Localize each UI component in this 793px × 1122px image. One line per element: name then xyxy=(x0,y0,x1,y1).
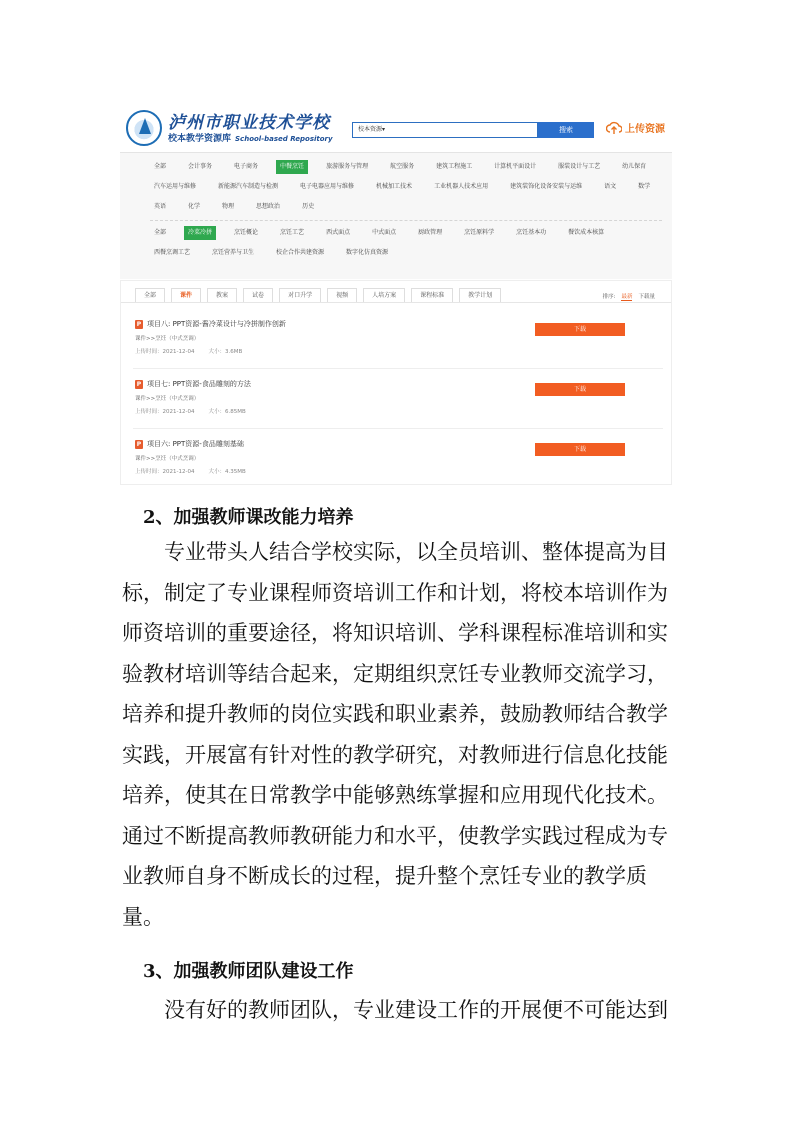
category-item[interactable]: 建筑装饰化设备安装与运维 xyxy=(510,183,583,190)
section-paragraph-3 xyxy=(122,990,678,1031)
resource-title[interactable] xyxy=(135,379,251,389)
category-item[interactable]: 中餐烹饪 xyxy=(276,160,308,174)
major-category-list xyxy=(150,159,662,219)
download-button[interactable]: 下载 xyxy=(535,383,625,396)
resource-type-tabs xyxy=(121,281,671,303)
paragraph-line: 量。 xyxy=(122,904,164,929)
upload-date: 上传时间：2021-12-04 xyxy=(135,469,195,475)
category-item[interactable]: 航空服务 xyxy=(390,163,415,170)
list-item xyxy=(133,373,663,429)
category-item[interactable]: 烹饪概论 xyxy=(234,229,259,236)
download-button[interactable]: 下载 xyxy=(535,323,625,336)
tab-item[interactable]: 对口升学 xyxy=(279,288,321,302)
category-item[interactable]: 餐饮成本核算 xyxy=(568,229,605,236)
school-subtitle-en: School-based Repository xyxy=(235,135,333,143)
category-item[interactable]: 数字化仿真资源 xyxy=(346,249,389,256)
tab-item[interactable]: 课程标准 xyxy=(411,288,453,302)
paragraph-line: 培养和提升教师的岗位实践和职业素养，鼓励教师结合教学 xyxy=(122,702,668,726)
category-item[interactable]: 校企合作共建资源 xyxy=(276,249,325,256)
paragraph-line: 业教师自身不断成长的过程，提升整个烹饪专业的教学质 xyxy=(122,864,647,888)
file-size: 大小：4.35MB xyxy=(208,469,246,475)
list-item xyxy=(133,433,663,485)
category-item[interactable]: 电子商务 xyxy=(234,163,259,170)
sort-option-latest[interactable]: 最新 xyxy=(621,294,633,300)
category-item[interactable]: 英语 xyxy=(154,203,167,210)
section-heading-3: 3、加强教师团队建设工作 xyxy=(143,961,354,982)
file-size: 大小：3.6MB xyxy=(208,349,243,355)
category-filter-panel xyxy=(120,152,672,279)
school-name: 泸州市职业技术学校 xyxy=(168,113,330,133)
category-item[interactable]: 工业机器人技术应用 xyxy=(434,183,489,190)
category-item[interactable]: 全部 xyxy=(154,229,167,236)
resource-title[interactable] xyxy=(135,319,286,329)
category-item[interactable]: 语文 xyxy=(604,183,617,190)
chevron-down-icon: ▾ xyxy=(382,126,386,133)
sort-label: 排序: xyxy=(602,294,616,300)
tab-item[interactable]: 试卷 xyxy=(243,288,273,302)
category-item[interactable]: 思想政治 xyxy=(256,203,281,210)
divider xyxy=(150,220,662,221)
category-item[interactable]: 中式面点 xyxy=(372,229,397,236)
upload-date: 上传时间：2021-12-04 xyxy=(135,409,195,415)
download-button[interactable]: 下载 xyxy=(535,443,625,456)
list-item xyxy=(133,313,663,369)
ppt-file-icon: P xyxy=(136,320,142,328)
category-item[interactable]: 烹饪营养与卫生 xyxy=(212,249,255,256)
section-heading-2: 2、加强教师课改能力培养 xyxy=(143,507,354,528)
category-item[interactable]: 汽车运用与维修 xyxy=(154,183,197,190)
upload-label: 上传资源 xyxy=(625,124,665,135)
paragraph-line: 验教材培训等结合起来，定期组织烹饪专业教师交流学习， xyxy=(122,661,668,686)
tab-item[interactable]: 教案 xyxy=(207,288,237,302)
resource-category: 课件>>烹饪（中式烹调） xyxy=(135,456,200,462)
tab-item[interactable]: 视频 xyxy=(327,288,357,302)
resource-meta xyxy=(135,347,242,355)
category-item[interactable]: 机械加工技术 xyxy=(376,183,413,190)
category-item[interactable]: 物理 xyxy=(222,203,235,210)
category-item[interactable]: 建筑工程施工 xyxy=(436,163,473,170)
course-category-list xyxy=(150,225,662,265)
category-item[interactable]: 会计事务 xyxy=(188,163,213,170)
section-paragraph-2 xyxy=(122,532,678,937)
category-item[interactable]: 电子电器应用与维修 xyxy=(300,183,355,190)
tab-item[interactable]: 课件 xyxy=(171,288,201,302)
category-item[interactable]: 数学 xyxy=(638,183,651,190)
ppt-file-icon: P xyxy=(136,440,142,448)
paragraph-line: 实践，开展富有针对性的教学研究，对教师进行信息化技能 xyxy=(122,742,668,767)
resource-meta xyxy=(135,467,246,475)
sort-option-downloads[interactable]: 下载量 xyxy=(638,294,655,300)
resource-title-text: 项目六: PPT资源-食品雕刻基础 xyxy=(147,440,244,448)
cloud-upload-icon xyxy=(606,121,622,135)
tab-item[interactable]: 人培方案 xyxy=(363,288,405,302)
tab-item[interactable]: 全部 xyxy=(135,288,165,302)
category-item[interactable]: 新能源汽车制造与检测 xyxy=(218,183,279,190)
paragraph-line: 通过不断提高教师教研能力和水平，使教学实践过程成为专 xyxy=(122,823,668,848)
category-item[interactable]: 西式面点 xyxy=(326,229,351,236)
category-item[interactable]: 计算机平面设计 xyxy=(494,163,537,170)
search-button[interactable]: 搜索 xyxy=(538,122,594,138)
file-size: 大小：6.85MB xyxy=(208,409,246,415)
resource-category: 课件>>烹饪（中式烹调） xyxy=(135,396,200,402)
resource-title-text: 项目七: PPT资源-食品雕刻的方法 xyxy=(147,380,251,388)
paragraph-line: 师资培训的重要途径，将知识培训、学科课程标准培训和实 xyxy=(122,621,668,645)
resource-site-screenshot xyxy=(120,100,672,485)
sort-controls xyxy=(603,292,655,301)
resource-meta xyxy=(135,407,246,415)
category-item[interactable]: 烹饪原料学 xyxy=(464,229,495,236)
category-item[interactable]: 冷菜冷拼 xyxy=(184,226,216,240)
resource-title-text: 项目八: PPT资源-酱冷菜设计与冷拼制作创新 xyxy=(147,320,286,328)
paragraph-line: 专业带头人结合学校实际，以全员培训、整体提高为目 xyxy=(122,540,668,564)
site-header xyxy=(120,100,672,152)
search-scope-select[interactable] xyxy=(352,122,538,138)
paragraph-line: 培养，使其在日常教学中能够熟练掌握和应用现代化技术。 xyxy=(122,783,668,807)
tab-item[interactable]: 教学计划 xyxy=(459,288,501,302)
category-item[interactable]: 服装设计与工艺 xyxy=(558,163,601,170)
category-item[interactable]: 全部 xyxy=(154,163,167,170)
category-item[interactable]: 西餐烹调工艺 xyxy=(154,249,191,256)
category-item[interactable]: 烹饪基本功 xyxy=(516,229,547,236)
school-subtitle-cn: 校本教学资源库 xyxy=(168,134,232,144)
resource-category: 课件>>烹饪（中式烹调） xyxy=(135,336,200,342)
school-logo-icon xyxy=(126,110,162,146)
resource-title[interactable] xyxy=(135,439,244,449)
school-subtitle xyxy=(168,131,333,144)
category-item[interactable]: 厨政管理 xyxy=(418,229,443,236)
upload-resource-button[interactable] xyxy=(606,120,665,135)
upload-date: 上传时间：2021-12-04 xyxy=(135,349,195,355)
paragraph-line: 没有好的教师团队，专业建设工作的开展便不可能达到 xyxy=(122,998,668,1022)
category-item[interactable]: 烹饪工艺 xyxy=(280,229,305,236)
ppt-file-icon: P xyxy=(136,380,142,388)
category-item[interactable]: 化学 xyxy=(188,203,201,210)
resource-list-panel xyxy=(120,280,672,485)
category-item[interactable]: 旅游服务与管理 xyxy=(326,163,369,170)
category-item[interactable]: 幼儿保育 xyxy=(622,163,647,170)
category-item[interactable]: 历史 xyxy=(302,203,315,210)
paragraph-line: 标，制定了专业课程师资培训工作和计划，将校本培训作为 xyxy=(122,580,668,605)
search-scope-value: 校本资源 xyxy=(358,126,383,133)
